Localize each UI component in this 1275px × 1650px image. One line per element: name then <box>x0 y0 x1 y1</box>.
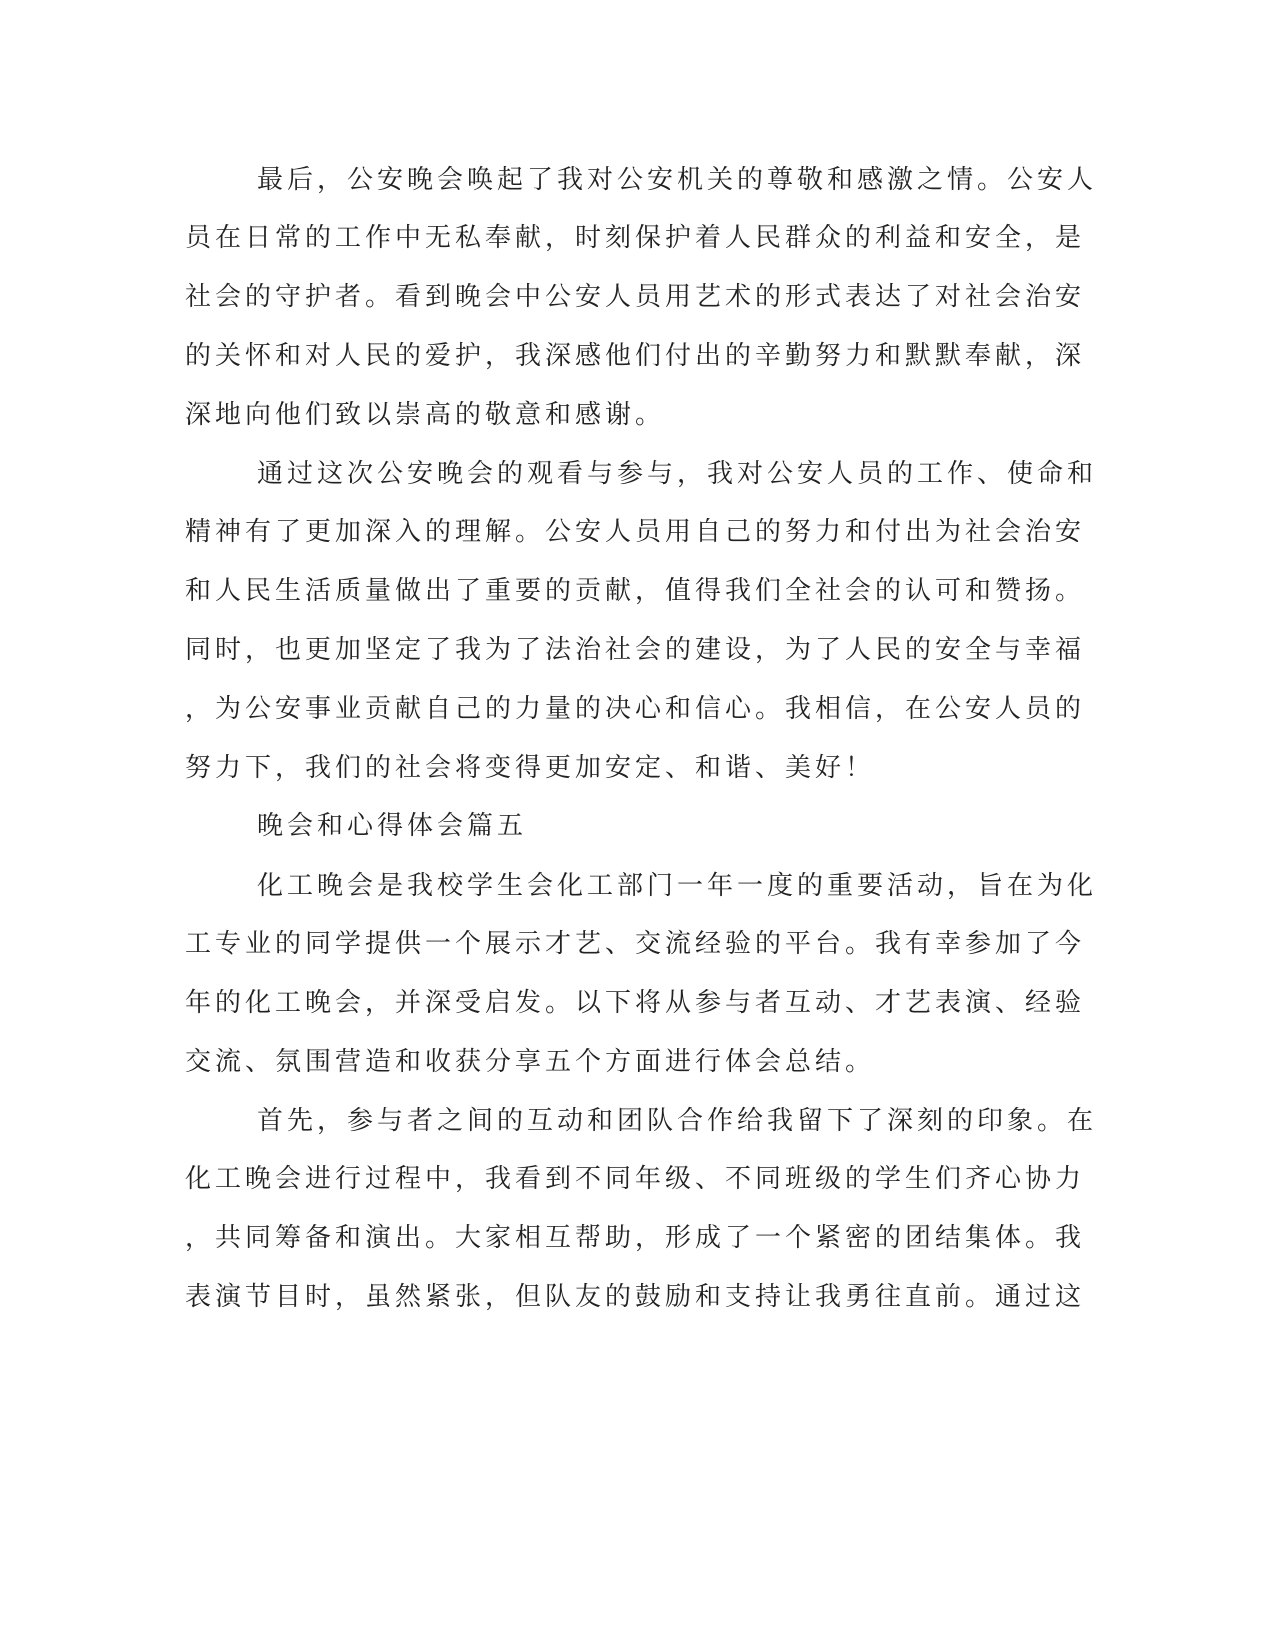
paragraph-3-line-3: 年的化工晚会，并深受启发。以下将从参与者互动、才艺表演、经验 <box>185 988 1086 1018</box>
paragraph-2-line-6: 努力下，我们的社会将变得更加安定、和谐、美好！ <box>185 753 876 783</box>
paragraph-2-line-1: 通过这次公安晚会的观看与参与，我对公安人员的工作、使命和 <box>257 459 1098 489</box>
paragraph-1-line-4: 的关怀和对人民的爱护，我深感他们付出的辛勤努力和默默奉献，深 <box>185 341 1086 371</box>
paragraph-2-line-4: 同时，也更加坚定了我为了法治社会的建设，为了人民的安全与幸福 <box>185 635 1086 665</box>
paragraph-4-line-3: ，共同筹备和演出。大家相互帮助，形成了一个紧密的团结集体。我 <box>185 1223 1086 1253</box>
paragraph-4-line-2: 化工晚会进行过程中，我看到不同年级、不同班级的学生们齐心协力 <box>185 1164 1086 1194</box>
paragraph-1-line-3: 社会的守护者。看到晚会中公安人员用艺术的形式表达了对社会治安 <box>185 282 1086 312</box>
paragraph-3-line-1: 化工晚会是我校学生会化工部门一年一度的重要活动，旨在为化 <box>257 871 1098 901</box>
paragraph-1-line-1: 最后，公安晚会唤起了我对公安机关的尊敬和感激之情。公安人 <box>257 165 1098 195</box>
paragraph-3-line-4: 交流、氛围营造和收获分享五个方面进行体会总结。 <box>185 1047 876 1077</box>
paragraph-1-line-5: 深地向他们致以崇高的敬意和感谢。 <box>185 400 666 430</box>
section-heading: 晚会和心得体会篇五 <box>257 811 528 841</box>
paragraph-4-line-4: 表演节目时，虽然紧张，但队友的鼓励和支持让我勇往直前。通过这 <box>185 1282 1086 1312</box>
paragraph-1-line-2: 员在日常的工作中无私奉献，时刻保护着人民群众的利益和安全，是 <box>185 223 1086 253</box>
paragraph-3-line-2: 工专业的同学提供一个展示才艺、交流经验的平台。我有幸参加了今 <box>185 929 1086 959</box>
paragraph-2-line-3: 和人民生活质量做出了重要的贡献，值得我们全社会的认可和赞扬。 <box>185 576 1086 606</box>
paragraph-2-line-5: ，为公安事业贡献自己的力量的决心和信心。我相信，在公安人员的 <box>185 694 1086 724</box>
paragraph-2-line-2: 精神有了更加深入的理解。公安人员用自己的努力和付出为社会治安 <box>185 517 1086 547</box>
paragraph-4-line-1: 首先，参与者之间的互动和团队合作给我留下了深刻的印象。在 <box>257 1106 1098 1136</box>
